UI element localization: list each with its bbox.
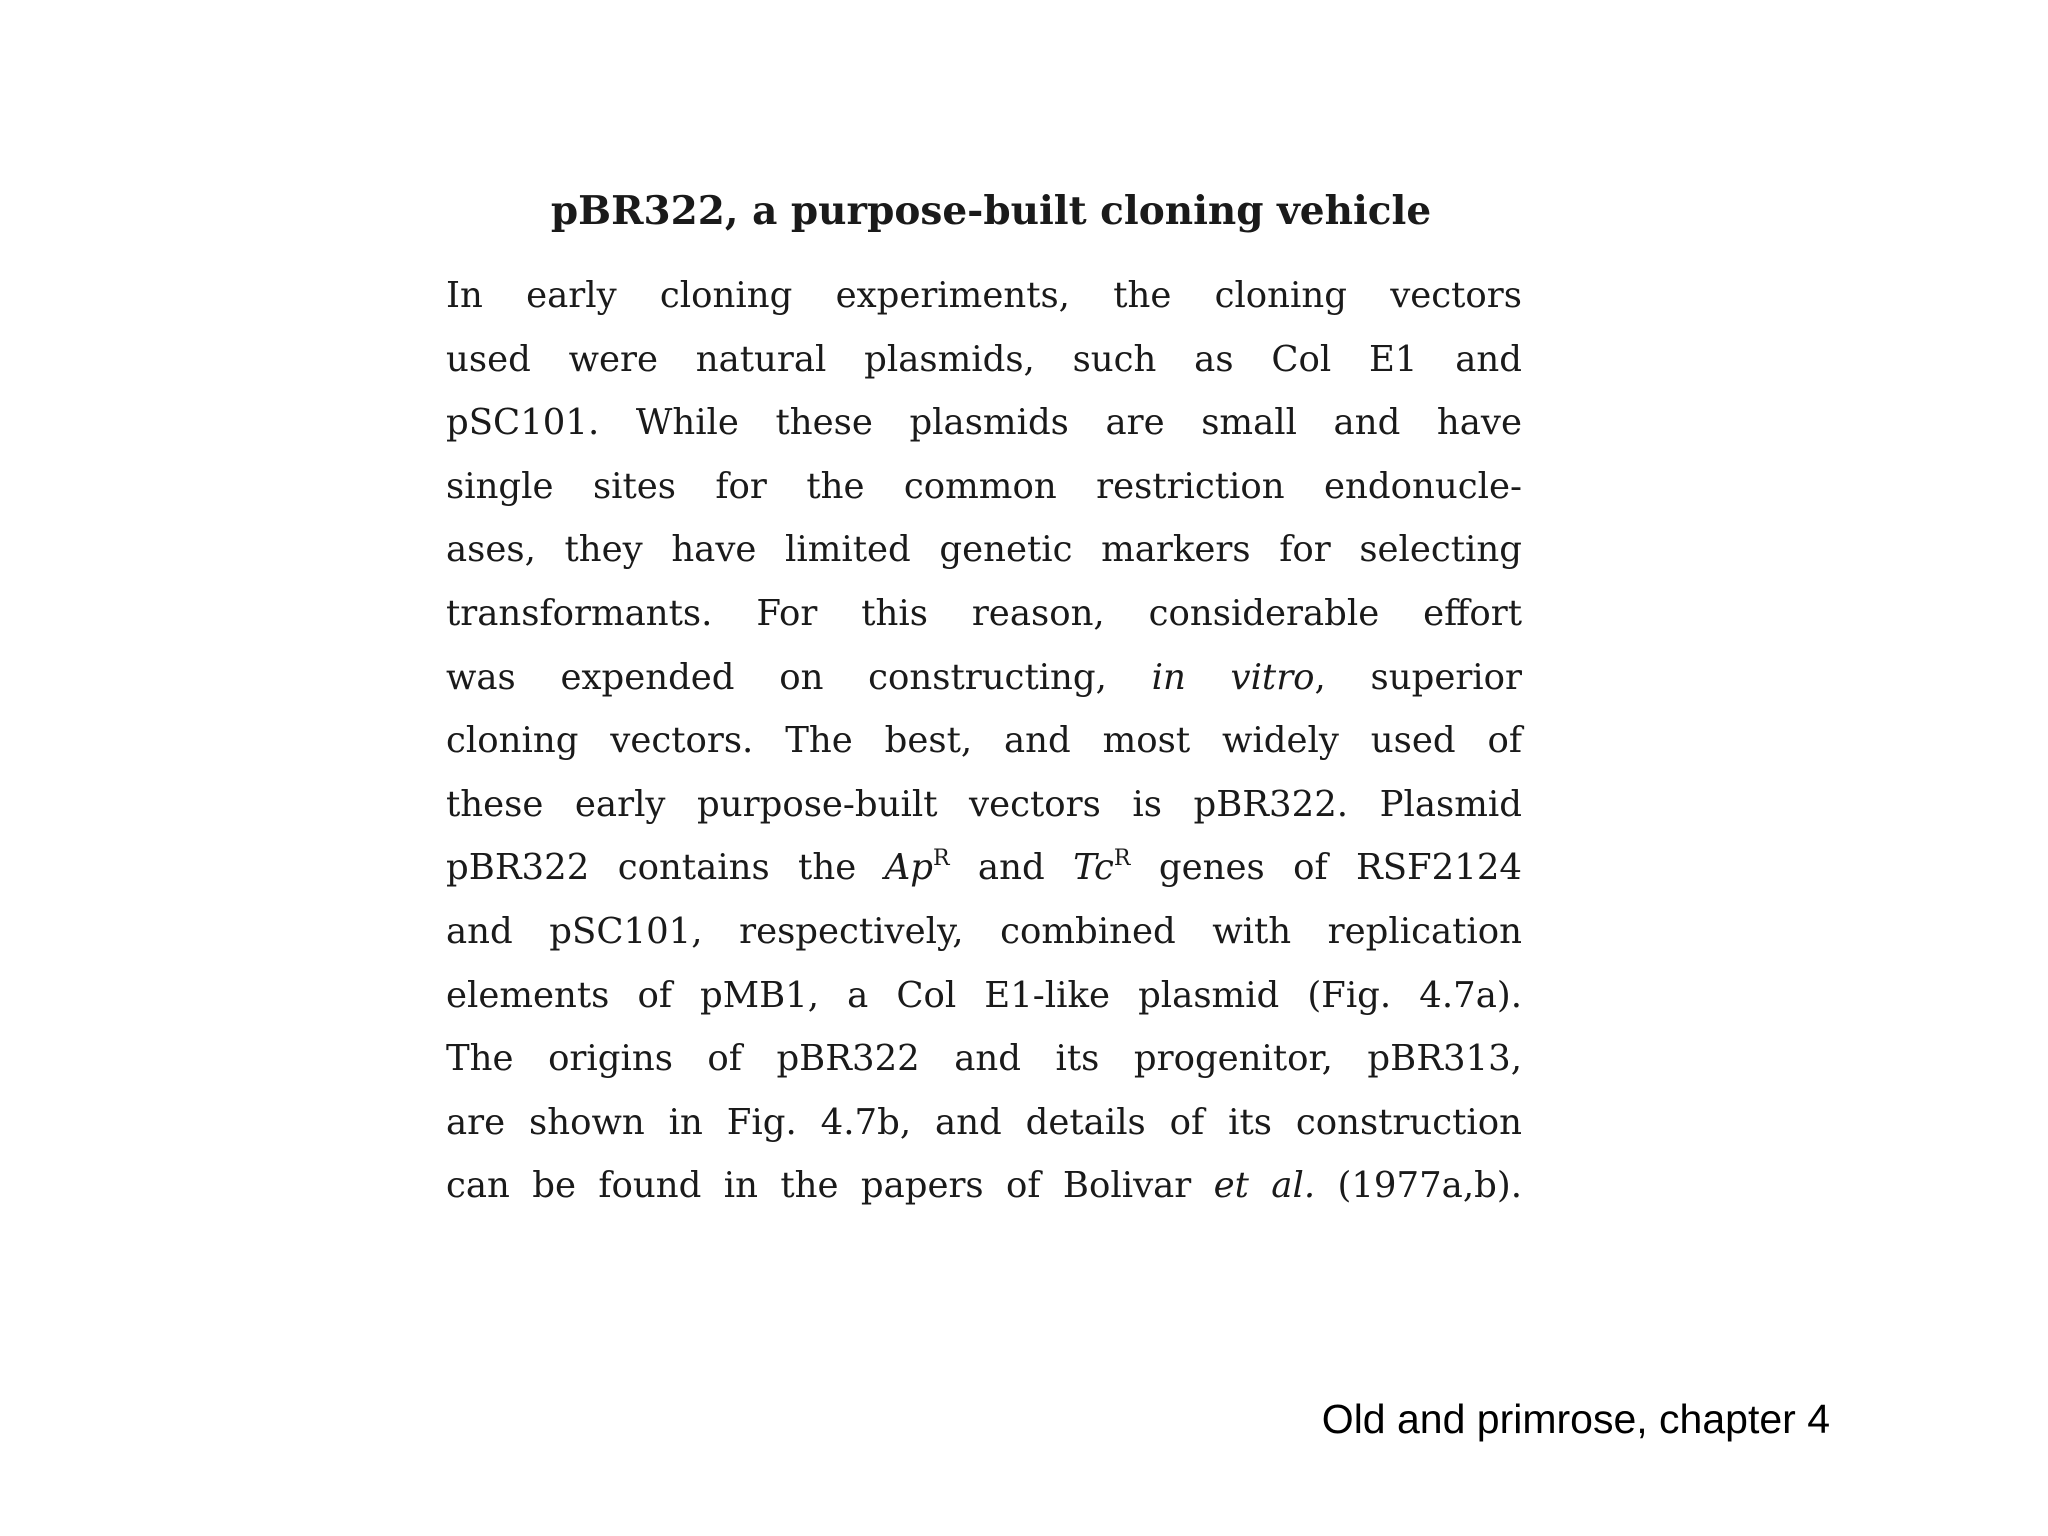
- text-run: (1977a,b).: [1315, 1165, 1522, 1207]
- body-line: elements of pMB1, a Col E1-like plasmid (Fig. 4.7a).: [446, 974, 1522, 1016]
- gene-name: Tc: [1073, 847, 1114, 889]
- excerpt-title: pBR322, a purpose-built cloning vehicle: [550, 188, 1432, 234]
- body-line: [446, 836, 1522, 900]
- italic-run: in vitro: [1151, 656, 1315, 698]
- superscript: R: [1113, 846, 1131, 872]
- body-line: these early purpose-built vectors is pBR322. Plasmid: [446, 783, 1522, 825]
- body-line: [446, 646, 1522, 710]
- body-line: used were natural plasmids, such as Col E1 and: [446, 338, 1522, 380]
- book-excerpt-image: [446, 186, 1522, 1218]
- text-run: and: [949, 847, 1074, 889]
- body-line: single sites for the common restriction endonucle-: [446, 465, 1522, 507]
- text-run: genes of RSF2124: [1130, 847, 1522, 889]
- body-line: and pSC101, respectively, combined with replication: [446, 910, 1522, 952]
- body-line: The origins of pBR322 and its progenitor, pBR313,: [446, 1038, 1522, 1080]
- body-line: are shown in Fig. 4.7b, and details of its construction: [446, 1101, 1522, 1143]
- body-line: transformants. For this reason, considerable effort: [446, 592, 1522, 634]
- text-run: pBR322 contains the: [446, 847, 885, 889]
- body-line: ases, they have limited genetic markers for selecting: [446, 529, 1522, 571]
- italic-run: et al.: [1213, 1165, 1316, 1207]
- text-run: , superior: [1314, 656, 1522, 698]
- body-line: In early cloning experiments, the cloning vectors: [446, 275, 1522, 316]
- body-line: pSC101. While these plasmids are small and have: [446, 402, 1522, 444]
- superscript: R: [932, 846, 950, 872]
- gene-name: Ap: [884, 847, 933, 889]
- source-caption: Old and primrose, chapter 4: [1321, 1396, 1830, 1442]
- text-run: can be found in the papers of Bolivar: [446, 1165, 1214, 1207]
- body-line: cloning vectors. The best, and most widely used of: [446, 720, 1522, 762]
- excerpt-body: [446, 264, 1522, 1218]
- text-run: was expended on constructing,: [446, 656, 1152, 698]
- body-line: [446, 1154, 1522, 1218]
